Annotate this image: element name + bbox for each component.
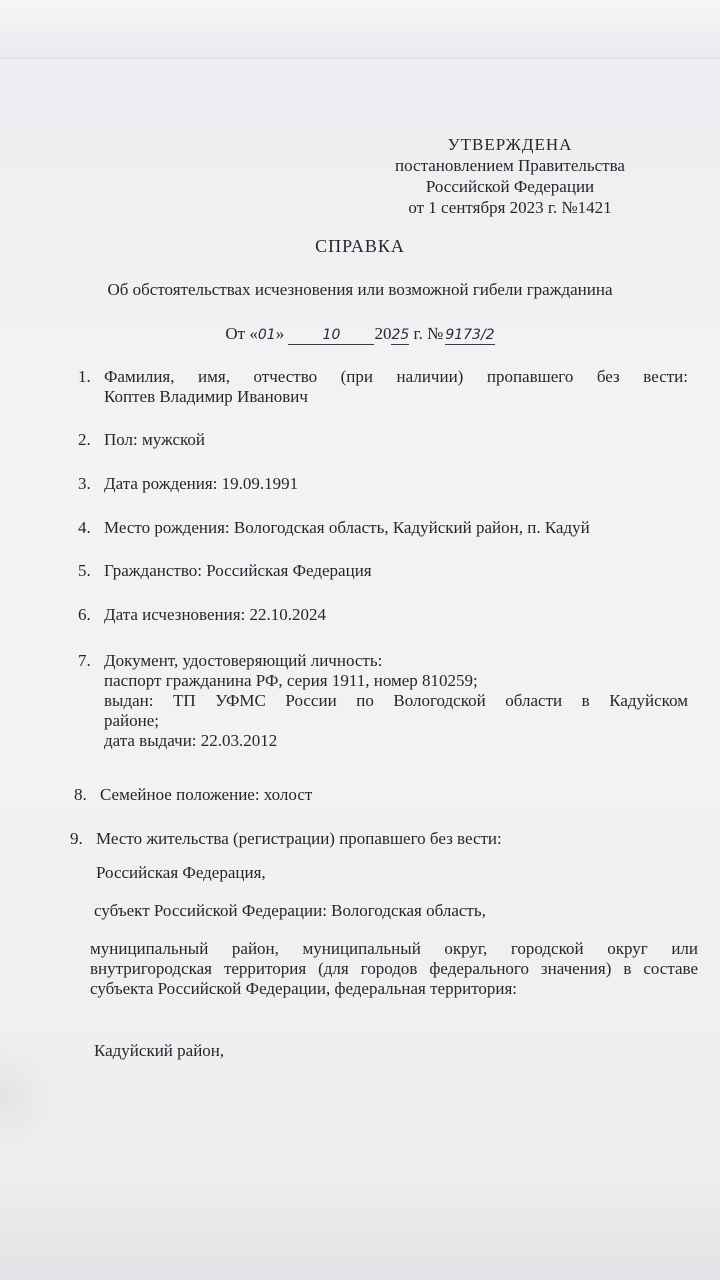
number-label: г. № (409, 324, 444, 343)
document-title: СПРАВКА (315, 236, 405, 256)
item-text: Документ, удостоверяющий личность: (104, 651, 383, 670)
item-number: 4. (78, 518, 91, 537)
item-number: 8. (74, 785, 87, 804)
item-value: Коптев Владимир Иванович (104, 387, 308, 406)
residence-municipal-text: муниципальный район, муниципальный округ, городской округ или внутригородская территория (для городов федерального значения) в составе субъекта Российской Федерации, федеральная территория: (90, 939, 698, 998)
list-item (78, 430, 688, 452)
handwritten-day: 01 (257, 327, 276, 343)
list-item (78, 605, 688, 627)
residence-subject: субъект Российской Федерации: Вологодская область, (94, 901, 486, 920)
item-text: Место рождения: Вологодская область, Кадуйский район, п. Кадуй (104, 518, 590, 537)
item-number: 7. (78, 651, 91, 670)
item-detail: паспорт гражданина РФ, серия 1911, номер 810259; (104, 671, 478, 690)
item-text: Гражданство: Российская Федерация (104, 561, 372, 580)
item-number: 5. (78, 561, 91, 580)
approval-line-2: Российской Федерации (425, 177, 595, 196)
item-detail: районе; (104, 711, 160, 730)
document-subtitle: Об обстоятельствах исчезновения или возможной гибели гражданина (107, 280, 613, 299)
item-number: 6. (78, 605, 91, 624)
handwritten-number: 9173/2 (445, 327, 495, 343)
handwritten-month: 10 (322, 327, 341, 343)
item-number: 2. (78, 430, 91, 449)
handwritten-year: 25 (391, 327, 410, 343)
item-text: Пол: мужской (104, 430, 206, 449)
list-item (74, 785, 684, 807)
paper-bottom-shade (0, 1180, 720, 1280)
month-blank (288, 324, 374, 345)
approval-line-1: постановлением Правительства (395, 156, 625, 175)
date-quote-close: » (275, 324, 285, 343)
item-text: Место жительства (регистрации) пропавшего без вести: (96, 829, 502, 848)
approval-block (370, 134, 650, 218)
date-number-line (0, 324, 720, 345)
item-text: Дата исчезновения: 22.10.2024 (104, 605, 327, 624)
year-prefix: 20 (374, 324, 392, 343)
date-prefix: От « (225, 324, 258, 343)
list-item (78, 651, 688, 755)
residence-district: Кадуйский район, (94, 1041, 225, 1060)
item-detail: выдан: ТП УФМС России по Вологодской области в Кадуйском (104, 691, 688, 710)
list-item (78, 518, 688, 540)
list-item (78, 474, 688, 496)
item-number: 9. (70, 829, 83, 848)
residence-country: Российская Федерация, (96, 863, 266, 882)
item-number: 3. (78, 474, 91, 493)
year-blank (391, 324, 409, 345)
item-detail: дата выдачи: 22.03.2012 (104, 731, 278, 750)
item-text: Семейное положение: холост (100, 785, 313, 804)
approval-heading: УТВЕРЖДЕНА (447, 135, 573, 154)
number-blank (445, 324, 494, 345)
item-number: 1. (78, 367, 91, 386)
item-text: Дата рождения: 19.09.1991 (104, 474, 299, 493)
item-text: Фамилия, имя, отчество (при наличии) пропавшего без вести: (104, 367, 688, 386)
list-item (70, 829, 680, 851)
list-item (78, 367, 688, 411)
paper-shadow (0, 1040, 60, 1150)
paper-top-edge (0, 0, 720, 59)
approval-line-3: от 1 сентября 2023 г. №1421 (408, 198, 612, 217)
list-item (78, 561, 688, 583)
